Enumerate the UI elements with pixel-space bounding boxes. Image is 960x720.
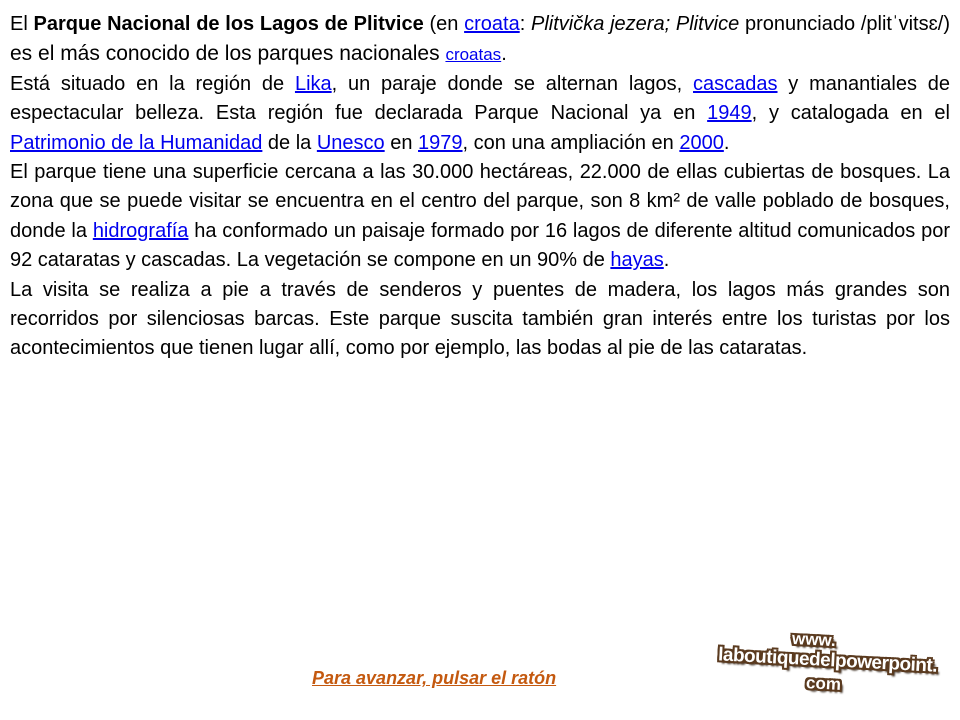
article-body [10,10,950,364]
logo-line-com: com [805,673,842,694]
text-run: pronunciado /plitˈvitsɛ/) [739,13,951,35]
text-run: : [519,13,532,35]
text-run: , y catalogada en el [751,102,950,125]
text-run: . [663,249,670,272]
site-logo[interactable] [712,628,938,704]
inline-link[interactable]: croata [464,13,520,35]
text-run: de la [262,131,317,154]
inline-link[interactable]: 1949 [707,102,752,125]
text-run: . [501,43,507,66]
paragraph [10,276,950,364]
inline-link[interactable]: Unesco [316,131,385,154]
paragraph [10,70,950,158]
inline-link[interactable]: Patrimonio de la Humanidad [10,131,263,154]
paragraph [10,10,950,70]
logo-line-www: www. [791,628,837,651]
inline-link[interactable]: 1979 [418,131,463,154]
inline-link[interactable]: 2000 [679,131,724,154]
text-run: El parque tiene una superficie cercana a las 30.000 hectáreas, 22.000 de ellas cubiertas de bosques. La zona que se puede visitar se encuentra en el centro del parque, son 8 km² de valle poblado de bosques, donde la [10,161,950,242]
text-run: (en [423,13,465,35]
text-run: ha conformado un paisaje formado por 16 lagos de diferente altitud comunicados por 92 cataratas y cascadas. La vegetación se compone en un 90% de [10,219,950,272]
paragraph [10,158,950,276]
inline-link[interactable]: Lika [294,72,332,95]
inline-link[interactable]: hidrografía [92,219,189,242]
text-run: Plitvička jezera; Plitvice [531,13,740,35]
park-name: Parque Nacional de los Lagos de Plitvice [33,13,424,35]
text-run: . [723,131,730,154]
text-run: , con una ampliación en [462,131,680,154]
inline-link[interactable]: cascadas [693,72,778,95]
text-run: en [384,131,419,154]
text-run: , un paraje donde se alternan lagos, [331,72,694,95]
text-run: La visita se realiza a pie a través de senderos y puentes de madera, los lagos más grandes son recorridos por silenciosas barcas. Este parque suscita también gran interés entre los turistas por los acontecimientos que tienen lugar allí, como por ejemplo, las bodas al pie de las cataratas. [10,278,950,360]
text-run: El [10,13,34,35]
text-run: y manantiales de espectacular belleza. Esta región fue declarada Parque Nacional ya en [10,72,950,125]
logo-line-name: laboutiquedelpowerpoint. [717,644,938,677]
inline-link[interactable]: hayas [610,249,664,272]
text-run: Está situado en la región de [10,72,295,95]
inline-link[interactable]: croatas [445,45,502,65]
advance-link[interactable]: Para avanzar, pulsar el ratón [312,668,557,688]
text-run: es el más conocido de los parques nacionales [10,42,446,66]
